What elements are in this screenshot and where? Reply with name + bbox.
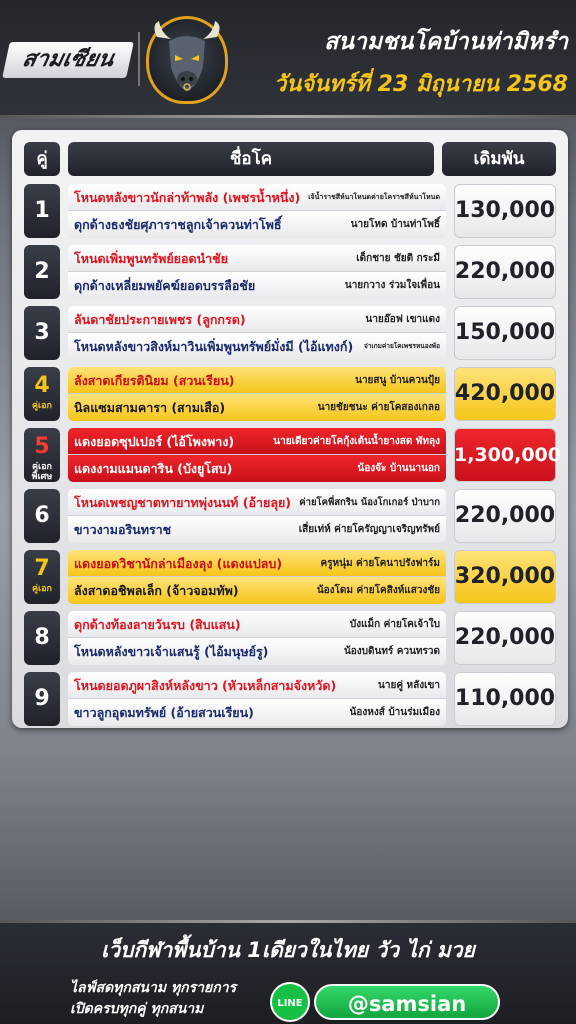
- cock-name-2: นิลแซมสามคารา (สามเสือ): [74, 400, 226, 415]
- cock-line-2: [68, 699, 446, 726]
- owner-1: นายอ๊อฟ เขาแดง: [365, 314, 440, 325]
- footer-slogan: เว็บกีฬาพื้นบ้าน 1เดียวในไทย วัว ไก่ มวย: [101, 938, 475, 962]
- footer: [0, 920, 576, 1024]
- footer-open-text: เปิดครบทุกคู่ ทุกสนาม: [70, 1001, 204, 1017]
- cock-line-1: [68, 672, 446, 699]
- table-row: [24, 550, 556, 604]
- cock-name-2: แดงงามแมนดาริน (บังยูโสบ): [74, 461, 233, 476]
- cock-names: [68, 611, 446, 665]
- pair-number-text: 4: [34, 373, 50, 398]
- cock-names: [68, 550, 446, 604]
- cock-names: [68, 428, 446, 482]
- table-row: [24, 367, 556, 421]
- owner-2: จ่าเกมค่ายโคเพชรหนองพ้อ: [364, 342, 440, 350]
- owner-1: นายคู่ หลังเขา: [378, 680, 440, 691]
- owner-1: ครูหนุ่ม ค่ายโคนาปรังฟาร์ม: [320, 558, 440, 569]
- owner-2: น้องบดินทร์ ควนทรวด: [343, 646, 440, 657]
- cock-name-1: ลันดาชัยประกายเพชร (ลูกกรด): [74, 312, 246, 327]
- cock-name-1: แดงยอดวิชานักล่าเมืองลุง (แดงแปลบ): [74, 556, 283, 571]
- owner-2: นายกวาง ร่วมใจเพื่อน: [344, 280, 440, 291]
- owner-1: เด็กชาย ชัยติ กระมี: [356, 253, 440, 264]
- table-row: [24, 306, 556, 360]
- pair-number: [24, 245, 60, 299]
- cock-line-2: [68, 577, 446, 604]
- cock-name-1: โหนดหลังขาวนักล่าท้าพลัง (เพชรน้ำหนึ่ง): [74, 190, 301, 205]
- cock-line-1: [68, 550, 446, 577]
- cock-name-1: แดงยอดซุปเปอร์ (ไอ้โพงพาง): [74, 434, 235, 449]
- owner-1: ค่ายโคพี่สกริน น้องโกเกอร์ ป่าบาก: [299, 497, 440, 508]
- bet-amount: 220,000: [454, 489, 556, 543]
- pair-number-text: 8: [34, 625, 50, 650]
- pair-number-text: 2: [34, 259, 50, 284]
- owner-2: น้องโดม ค่ายโคสิงห์แสวงชัย: [316, 585, 440, 596]
- owner-2: น้องหงส์ บ้านร่มเมือง: [349, 707, 440, 718]
- cock-line-2: [68, 272, 446, 299]
- bet-amount: 150,000: [454, 306, 556, 360]
- bet-amount: 320,000: [454, 550, 556, 604]
- owner-2: น้องจ๊ะ บ้านนานอก: [357, 463, 440, 474]
- cock-names: [68, 489, 446, 543]
- pair-number: [24, 550, 60, 604]
- cock-name-1: โหนดยอดภูผาสิงห์หลังขาว (หัวเหล็กสามจังหวัด): [74, 678, 337, 693]
- bet-amount: 130,000: [454, 184, 556, 238]
- cock-names: [68, 245, 446, 299]
- bet-amount: 1,300,000: [454, 428, 556, 482]
- line-id-button[interactable]: @samsian: [314, 984, 500, 1020]
- pair-number-text: 7: [34, 556, 50, 581]
- pair-number-text: 5: [34, 434, 50, 459]
- owner-1: นายเดียวค่ายโคกุ้งเต้นน้ำยางสด พัทลุง: [273, 436, 440, 447]
- cock-line-1: [68, 428, 446, 455]
- bet-amount: 220,000: [454, 245, 556, 299]
- cock-line-2: [68, 394, 446, 421]
- cock-line-1: [68, 245, 446, 272]
- cock-names: [68, 184, 446, 238]
- owner-1: นายสนู บ้านควนปุ้ย: [355, 375, 440, 386]
- pair-number: [24, 306, 60, 360]
- fight-table: [12, 130, 568, 728]
- owner-2: นายโหด บ้านท่าโพธิ์: [350, 219, 440, 230]
- cock-line-1: [68, 367, 446, 394]
- cock-name-2: โหนดหลังขาวเจ้าแสนรู้ (ไอ้มนุษย์รู): [74, 644, 269, 659]
- pair-tag: คู่เอก: [32, 401, 52, 411]
- pair-number: [24, 428, 60, 482]
- cock-name-2: ลังสาดอชิพลเล็ก (จ้าวจอมทัพ): [74, 583, 239, 598]
- brand-logo-text: สามเซียน: [2, 42, 134, 78]
- pair-number-text: 3: [34, 320, 50, 345]
- pair-number: [24, 611, 60, 665]
- cock-names: [68, 367, 446, 421]
- cock-name-1: ดุกด้างท้องลายวันรบ (สิบแสน): [74, 617, 241, 632]
- cock-name-2: ดุกด้างเหลี่ยมพยัคฆ์ยอดบรรลือชัย: [74, 278, 256, 293]
- table-row: [24, 489, 556, 543]
- cock-name-2: ขาวลูกอุดมทรัพย์ (อ้ายสวนเรียน): [74, 705, 254, 720]
- pair-number: [24, 489, 60, 543]
- table-row: [24, 428, 561, 482]
- cock-line-2: [68, 333, 446, 360]
- cock-name-1: โหนดเพชญชาตทายาทพุ่งนนท์ (อ้ายลุย): [74, 495, 292, 510]
- pair-number-text: 1: [34, 198, 50, 223]
- header: [0, 0, 576, 118]
- arena-title: สนามชนโคบ้านท่ามิหรำ: [324, 29, 568, 55]
- column-header-name: ชื่อโค: [68, 142, 434, 176]
- cock-line-1: [68, 611, 446, 638]
- pair-tag: คู่เอก: [32, 584, 52, 594]
- bull-head-icon: [146, 16, 228, 104]
- cock-names: [68, 306, 446, 360]
- cock-line-1: [68, 306, 446, 333]
- cock-line-2: [68, 638, 446, 665]
- pair-number: [24, 367, 60, 421]
- owner-1: บังแม็ก ค่ายโคเจ้าใบ: [349, 619, 440, 630]
- cock-line-2: [68, 455, 446, 482]
- cock-names: [68, 672, 446, 726]
- line-app-icon[interactable]: LINE: [270, 982, 310, 1022]
- owner-2: นายชัยชนะ ค่ายโคสองเกลอ: [317, 402, 440, 413]
- cock-line-1: [68, 184, 446, 211]
- table-row: [24, 184, 556, 238]
- table-row: [24, 611, 556, 665]
- column-header-bet: เดิมพัน: [442, 142, 556, 176]
- pair-number: [24, 184, 60, 238]
- event-date: วันจันทร์ที่ 23 มิถุนายน 2568: [273, 72, 568, 97]
- pair-tag: คู่เอกพิเศษ: [31, 462, 53, 482]
- pair-number-text: 6: [34, 503, 50, 528]
- bet-amount: 220,000: [454, 611, 556, 665]
- footer-live-text: ไลฟ์สดทุกสนาม ทุกรายการ: [70, 980, 237, 996]
- pair-number-text: 9: [34, 686, 50, 711]
- bet-amount: 420,000: [454, 367, 556, 421]
- table-row: [24, 245, 556, 299]
- pair-number: [24, 672, 60, 726]
- cock-name-2: ดุกด้างธงชัยศุภาราชลูกเจ้าควนท่าโพธิ์: [74, 217, 282, 232]
- cock-line-1: [68, 489, 446, 516]
- cock-line-2: [68, 516, 446, 543]
- brand-divider: [138, 32, 140, 86]
- table-row: [24, 672, 556, 726]
- cock-name-1: ลังสาดเกียรตินิยม (สวนเรียน): [74, 373, 235, 388]
- cock-name-2: โหนดหลังขาวสิงห์มาวินเพิ่มพูนทรัพย์มั่งมี (ไอ้แทงก์): [74, 339, 354, 354]
- owner-1: เจ้น้ำราชสีห์นาโหนดค่ายโคราชสีห์นาโหนด: [308, 193, 440, 201]
- cock-name-2: ขาวงามอรินทราช: [74, 522, 172, 537]
- bet-amount: 110,000: [454, 672, 556, 726]
- cock-name-1: โหนดเพิ่มพูนทรัพย์ยอดนำชัย: [74, 251, 228, 266]
- owner-2: เสี่ยเท่ห์ ค่ายโครัญญาเจริญทรัพย์: [298, 524, 440, 535]
- cock-line-2: [68, 211, 446, 238]
- column-header-pair: คู่: [24, 142, 60, 176]
